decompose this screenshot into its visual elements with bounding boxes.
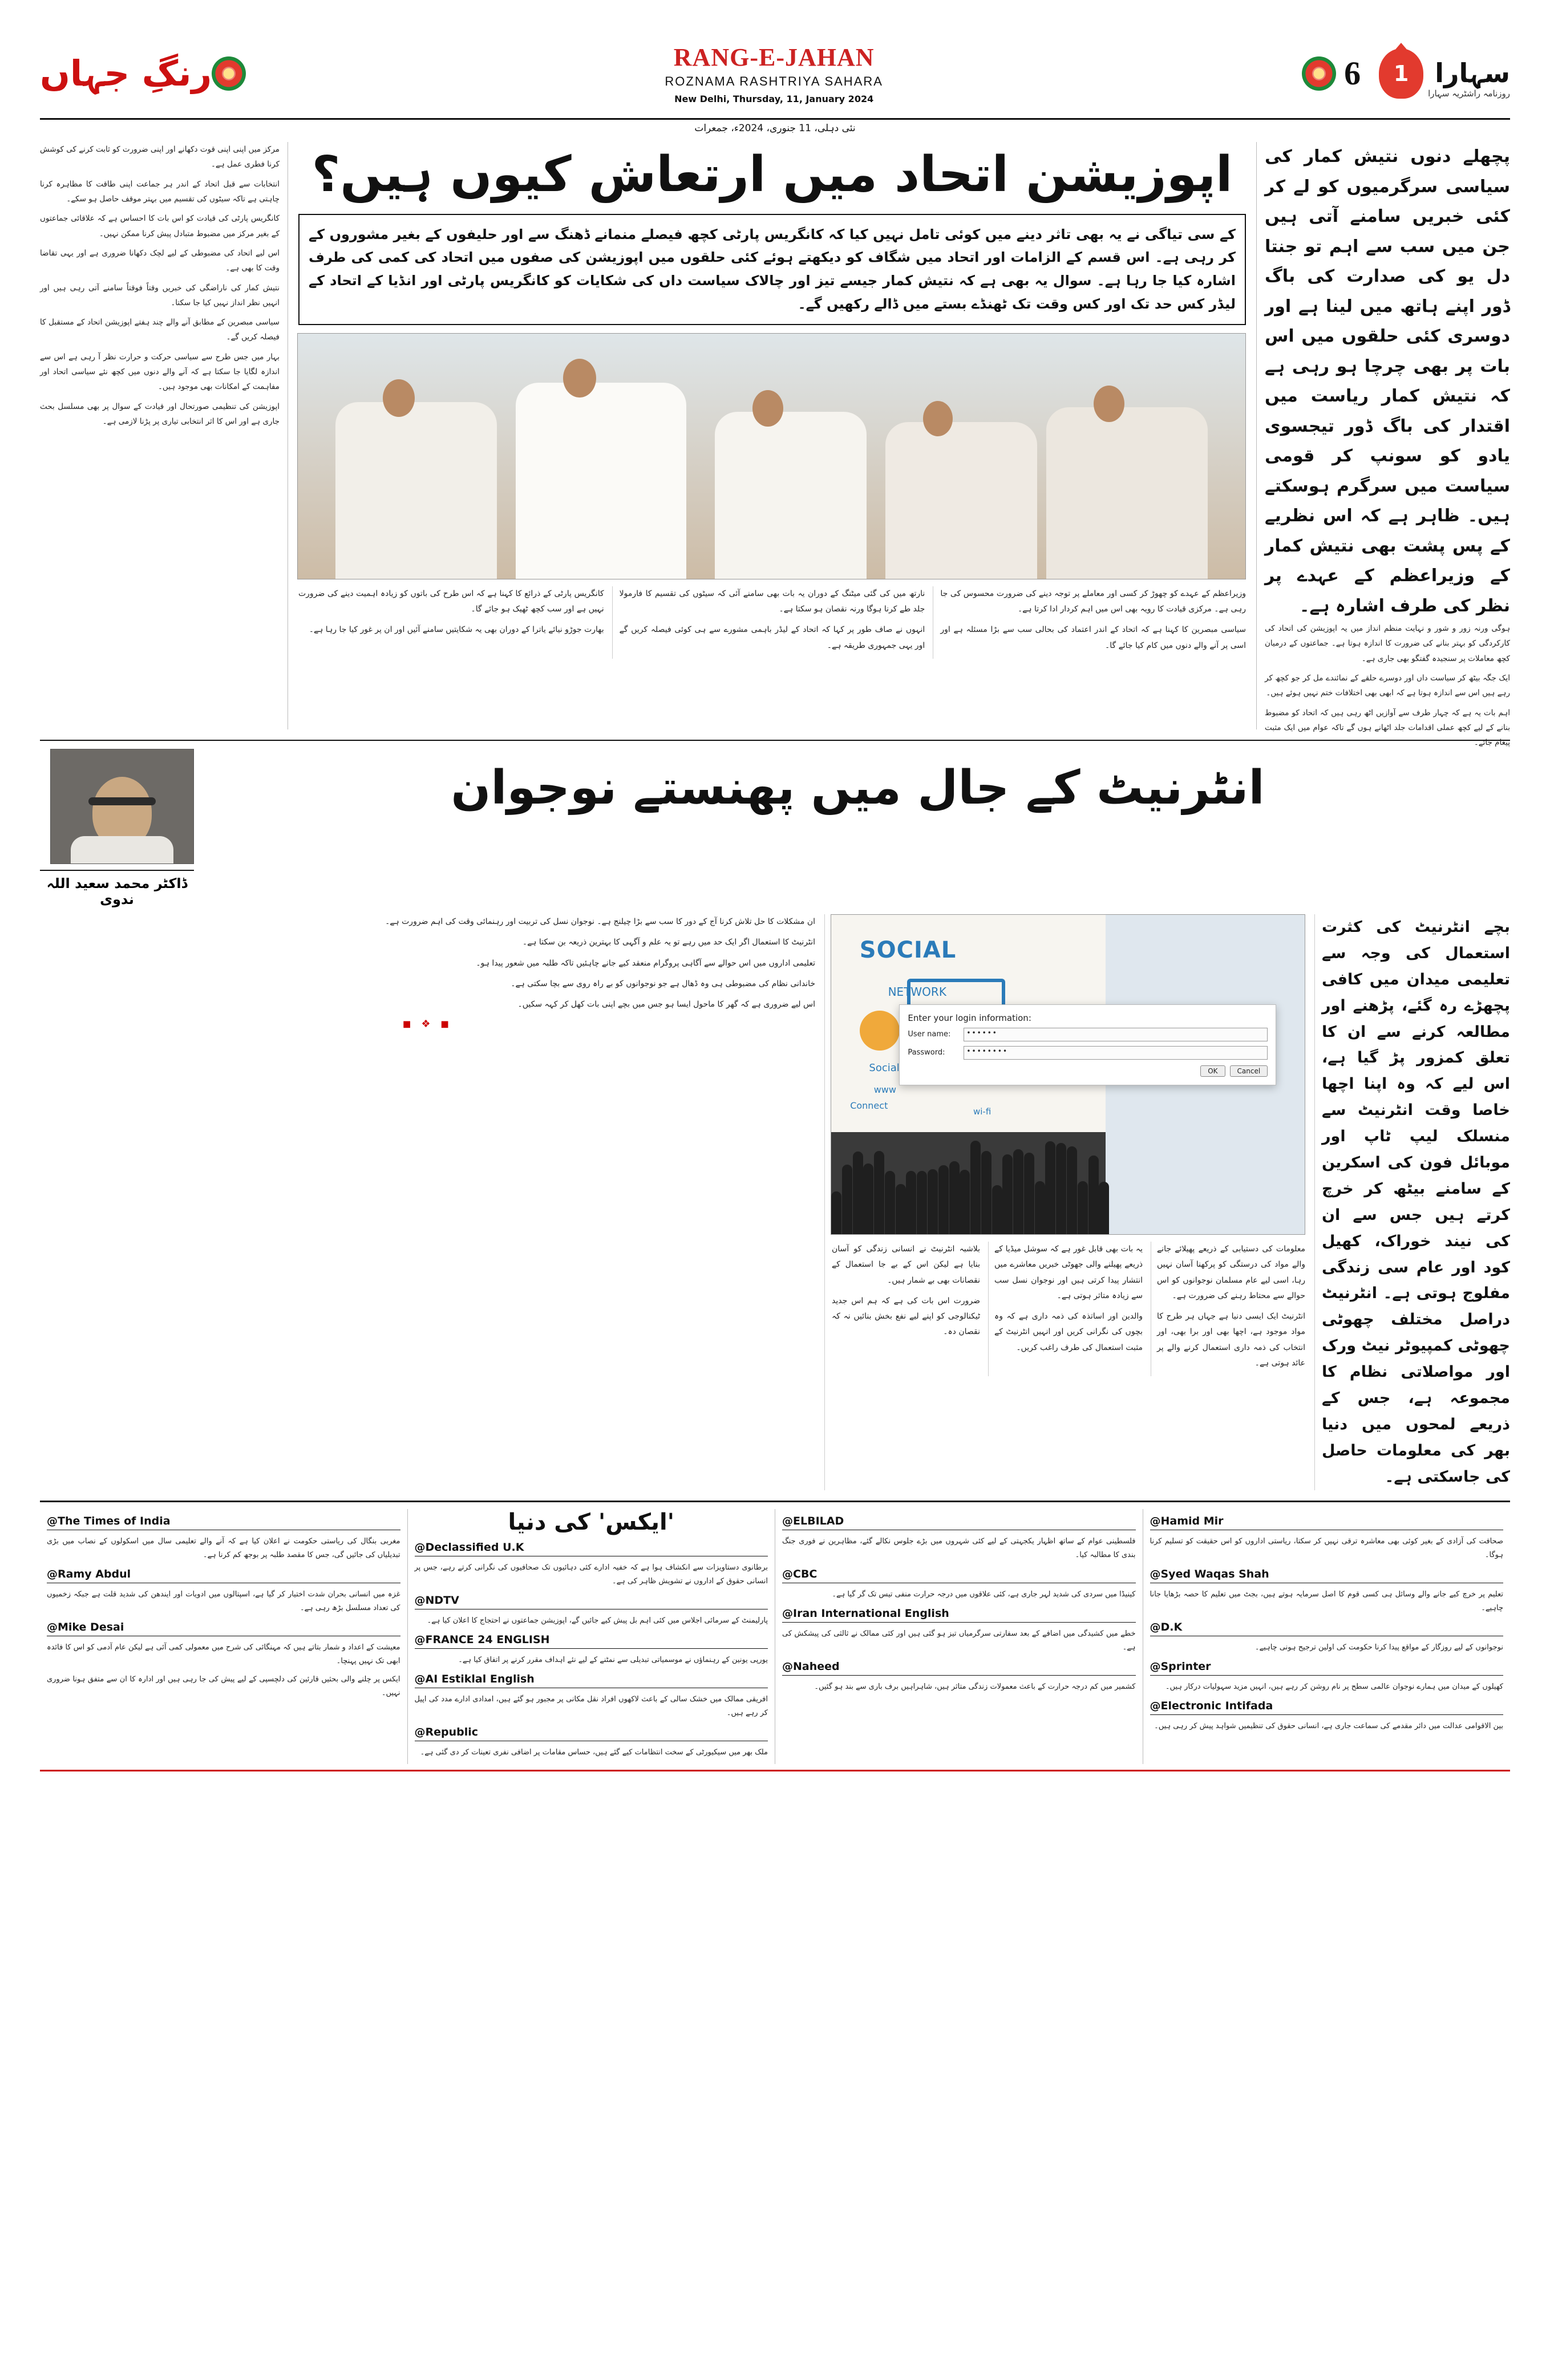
x-handle[interactable]: @Mike Desai <box>47 1621 400 1636</box>
page-number: 6 <box>1344 55 1361 92</box>
paragraph: ان مشکلات کا حل تلاش کرنا آج کے دور کا سب سے بڑا چیلنج ہے۔ نوجوان نسل کی تربیت اور رہنمائی وقت کی اہم ضرورت ہے۔ <box>385 917 815 926</box>
paragraph: ہوگی ورنہ زور و شور و نہایت منظم انداز میں یہ اپوزیشن کی اتحاد کی کارکردگی کو بہتر بنانے کی ضرورت کا اندازہ ہوتا ہے۔ جماعتوں کے درمیان کچھ معاملات پر سنجیدہ گفتگو بھی جاری ہے۔ <box>1265 624 1510 663</box>
photo-figure <box>516 383 686 579</box>
username-label: User name: <box>908 1030 951 1039</box>
x-post-text: تعلیم پر خرچ کیے جانے والے وسائل ہی کسی قوم کا اصل سرمایہ ہوتے ہیں، بجٹ میں تعلیم کا حصہ بڑھایا جانا چاہیے۔ <box>1150 1590 1503 1612</box>
x-handle[interactable]: @Hamid Mir <box>1150 1515 1504 1530</box>
second-story-pullquote-col <box>1314 914 1510 1490</box>
x-post-text: خطے میں کشیدگی میں اضافے کے بعد سفارتی سرگرمیاں تیز ہو گئی ہیں اور کئی ممالک نے ثالثی کی پیشکش کی ہے۔ <box>782 1629 1136 1652</box>
paragraph: بہار میں جس طرح سے سیاسی حرکت و حرارت نظر آ رہی ہے اس سے اندازہ لگایا جا سکتا ہے کہ آنے والے دنوں میں کچھ نئے سیاسی اتحاد اور مفاہمت کے امکانات بھی موجود ہیں۔ <box>40 352 280 392</box>
paragraph: کانگریس پارٹی کے ذرائع کا کہنا ہے کہ اس طرح کی باتوں کو زیادہ اہمیت دینے کی ضرورت نہیں ہے اور سب کچھ ٹھیک ہو جائے گا۔ <box>298 589 604 614</box>
x-post-text: پارلیمنٹ کے سرمائی اجلاس میں کئی اہم بل پیش کیے جائیں گے، اپوزیشن جماعتوں نے احتجاج کا اعلان کیا ہے۔ <box>427 1616 768 1625</box>
author-name: ڈاکٹر محمد سعید اللہ ندوی <box>40 870 194 907</box>
x-handle[interactable]: @The Times of India <box>47 1515 400 1530</box>
photo-figure <box>715 412 867 578</box>
illustration-word-connect: Connect <box>850 1100 888 1111</box>
photo-figure <box>885 422 1037 579</box>
x-handle[interactable]: @CBC <box>782 1568 1136 1583</box>
x-post-text: فلسطینی عوام کے ساتھ اظہار یکجہتی کے لیے کئی شہروں میں بڑے جلوس نکالے گئے، مظاہرین نے فوری جنگ بندی کا مطالبہ کیا۔ <box>782 1536 1136 1559</box>
illustration-word-www: www <box>873 1084 896 1095</box>
x-handle[interactable]: @AI Estiklal English <box>415 1673 768 1688</box>
x-post-text: بین الاقوامی عدالت میں دائر مقدمے کی سماعت جاری ہے، انسانی حقوق کی تنظیمیں شواہد پیش کر رہی ہیں۔ <box>1154 1721 1503 1730</box>
top-story <box>40 142 1510 748</box>
sahara-wordmark: سہارا <box>1435 57 1510 88</box>
login-prompt: Enter your login information: <box>908 1012 1031 1023</box>
second-story-body <box>40 914 1510 1490</box>
paragraph: انٹرنیٹ کا استعمال اگر ایک حد میں رہے تو یہ علم و آگہی کا بہترین ذریعہ بن سکتا ہے۔ <box>522 938 815 947</box>
paragraph: سیاسی مبصرین کے مطابق آنے والے چند ہفتے اپوزیشن اتحاد کے مستقبل کا فیصلہ کریں گے۔ <box>40 318 280 342</box>
paragraph: تعلیمی اداروں میں اس حوالے سے آگاہی پروگرام منعقد کیے جانے چاہئیں تاکہ طلبہ میں شعور پیدا ہو۔ <box>476 958 815 968</box>
paragraph: بھارت جوڑو نیائے یاترا کے دوران بھی یہ شکایتیں سامنے آئیں اور ان پر غور کیا جا رہا ہے۔ <box>309 625 604 635</box>
x-handle[interactable]: @Electronic Intifada <box>1150 1700 1504 1715</box>
x-section <box>40 1501 1510 1771</box>
top-story-main <box>298 142 1246 729</box>
x-handle[interactable]: @FRANCE 24 ENGLISH <box>415 1633 768 1649</box>
second-story-under-figure <box>832 1242 1305 1376</box>
paper-logo-urdu: رنگِ جہاں <box>40 52 212 94</box>
paragraph: والدین اور اساتذہ کی ذمہ داری ہے کہ وہ بچوں کی نگرانی کریں اور انہیں انٹرنیٹ کے مثبت استعمال کی طرف راغب کریں۔ <box>994 1312 1143 1352</box>
x-post-text: افریقی ممالک میں خشک سالی کے باعث لاکھوں افراد نقل مکانی پر مجبور ہو گئے ہیں، امدادی ادارے مدد کی اپیل کر رہے ہیں۔ <box>414 1694 768 1717</box>
x-post-text: کینیڈا میں سردی کی شدید لہر جاری ہے، کئی علاقوں میں درجہ حرارت منفی تیس تک گر گیا ہے۔ <box>832 1590 1136 1599</box>
x-handle[interactable]: @Syed Waqas Shah <box>1150 1568 1504 1583</box>
top-story-column-3 <box>298 586 604 659</box>
x-handle[interactable]: @Declassified U.K <box>415 1541 768 1556</box>
top-story-column-2 <box>612 586 925 659</box>
paragraph: اہم بات یہ ہے کہ چہار طرف سے آوازیں اٹھ رہی ہیں کہ اتحاد کو مضبوط بنانے کے لیے کچھ عملی اقدامات جلد اٹھانے ہوں گے تاکہ عوام میں ایک مثبت پیغام جائے۔ <box>1265 708 1510 748</box>
paragraph: نارتھ میں کی گئی میٹنگ کے دوران یہ بات بھی سامنے آئی کہ سیٹوں کی تقسیم کا فارمولا جلد طے کرنا ہوگا ورنہ نقصان ہو سکتا ہے۔ <box>619 589 925 614</box>
second-story-pullquote: بچے انٹرنیٹ کی کثرت استعمال کی وجہ سے تعلیمی میدان میں کافی پچھڑے رہ گئے، پڑھنے اور مطالعہ کرنے سے ان کا تعلق کمزور پڑ گیا ہے، اس لیے کہ وہ اپنا اچھا خاصا وقت انٹرنیٹ سے منسلک لیپ ٹاپ اور موبائل فون کی اسکرین کے سامنے بیٹھ کر خرچ کرتے ہیں جس سے ان کی نیند خوراک، کھیل کود اور عام سی زندگی مفلوج ہوتی ہے۔ انٹرنیٹ دراصل مختلف چھوٹی چھوٹی کمپیوٹر نیٹ ورک اور مواصلاتی نظام کا مجموعہ ہے، جس کے ذریعے لمحوں میں دنیا بھر کی معلومات حاصل کی جاسکتی ہے۔ <box>1322 918 1510 1486</box>
masthead-rosette-left <box>1302 56 1336 91</box>
paragraph: ضرورت اس بات کی ہے کہ ہم اس جدید ٹیکنالوجی کو اپنے لیے نفع بخش بنائیں نہ کہ نقصان دہ۔ <box>832 1296 980 1337</box>
x-column-3 <box>775 1509 1143 1764</box>
rosette-icon <box>1302 56 1336 91</box>
brain-icon <box>860 1011 900 1051</box>
top-story-columns <box>298 586 1246 659</box>
x-column-4 <box>1143 1509 1511 1764</box>
x-post-text: برطانوی دستاویزات سے انکشاف ہوا ہے کہ خفیہ ادارے کئی دہائیوں تک صحافیوں کی نگرانی کرتے رہے، جس پر انسانی حقوق کے اداروں نے تشویش ظاہر کی ہے۔ <box>414 1563 768 1586</box>
second-story <box>40 749 1510 1490</box>
illustration-word-wifi: wi-fi <box>973 1106 991 1117</box>
x-column-title <box>407 1509 775 1764</box>
illustration-word-social: Social <box>869 1061 900 1074</box>
top-story-sidebar-bold: پچھلے دنوں نتیش کمار کی سیاسی سرگرمیوں کو لے کر کئی خبریں سامنے آتی ہیں جن میں سب سے اہم تو جنتا دل یو کی صدارت کی باگ ڈور اپنے ہاتھ میں لینا ہے اور دوسری کئی حلقوں میں اس بات پر بھی چرچا ہو رہی ہے کہ نتیش کمار ریاست میں اقتدار کی باگ ڈور تیجسوی یادو کو سونپ کر قومی سیاست میں سرگرم ہوسکتے ہیں۔ ظاہر ہے کہ اس نظریے کے پس پشت بھی نتیش کمار کے وزیراعظم کے عہدے پر نظر کی طرف اشارہ ہے۔ <box>1265 147 1510 616</box>
top-story-sidebar-body <box>1265 621 1510 751</box>
paragraph: ایک جگہ بیٹھ کر سیاست داں اور دوسرے حلقے کے نمائندے مل کر جو کچھ کر رہے ہیں اس سے اندازہ ہوتا ہے کہ ابھی بھی اختلافات ختم نہیں ہوئے ہیں۔ <box>1265 673 1510 698</box>
masthead-rosette-right <box>212 56 246 91</box>
second-story-headline: انٹرنیٹ کے جال میں پھنستے نوجوان <box>451 761 1265 815</box>
sahara-subtitle: روزنامہ راشٹریہ سہارا <box>1428 88 1510 99</box>
top-story-headline: اپوزیشن اتحاد میں ارتعاش کیوں ہیں؟ <box>311 146 1233 203</box>
paragraph: انہوں نے صاف طور پر کہا کہ اتحاد کے لیڈر باہمی مشورے سے ہی کوئی فیصلہ کریں گے اور یہی جمہوری طریقہ ہے۔ <box>619 625 925 650</box>
paragraph: خاندانی نظام کی مضبوطی ہی وہ ڈھال ہے جو نوجوانوں کو بے راہ روی سے بچا سکتی ہے۔ <box>511 979 815 988</box>
password-input[interactable]: •••••••• <box>964 1046 1268 1060</box>
x-post-text: کھیلوں کے میدان میں ہمارے نوجوان عالمی سطح پر نام روشن کر رہے ہیں، انہیں مزید سہولیات درکار ہیں۔ <box>1165 1682 1503 1691</box>
x-section-title: 'ایکس' کی دنیا <box>508 1509 674 1535</box>
footer-rule <box>40 1770 1510 1771</box>
x-handle[interactable]: @D.K <box>1150 1621 1504 1636</box>
paragraph: نتیش کمار کی ناراضگی کی خبریں وقتاً فوقتاً سامنے آتی رہی ہیں اور انہیں نظر انداز نہیں کیا جا سکتا۔ <box>40 283 280 307</box>
photo-figure <box>1046 407 1207 579</box>
paragraph: معلومات کی دستیابی کے ذریعے پھیلائے جانے والے مواد کی درستگی کو پرکھنا آسان نہیں رہا، اسی لیے عام مسلمان نوجوانوں کو اس حوالے سے محتاط رہنے کی ضرورت ہے۔ <box>1157 1244 1305 1300</box>
x-post-text: ملک بھر میں سیکیورٹی کے سخت انتظامات کیے گئے ہیں، حساس مقامات پر اضافی نفری تعینات کر دی گئی ہے۔ <box>420 1748 768 1757</box>
x-column-footer: ایکس پر چلنے والی بحثیں قارئین کی دلچسپی کے لیے پیش کی جا رہی ہیں اور ادارہ کا ان سے متفق ہونا ضروری نہیں۔ <box>47 1674 400 1697</box>
author-photo <box>50 749 194 864</box>
masthead-left <box>1336 48 1510 99</box>
x-post-text: غزہ میں انسانی بحران شدت اختیار کر گیا ہے، اسپتالوں میں ادویات اور ایندھن کی شدید قلت ہے جبکہ زخمیوں کی تعداد مسلسل بڑھ رہی ہے۔ <box>47 1590 400 1612</box>
sahara-logo <box>1379 48 1510 99</box>
paragraph: انتخابات سے قبل اتحاد کے اندر ہر جماعت اپنی طاقت کا مظاہرہ کرنا چاہتی ہے تاکہ سیٹوں کی تقسیم میں بہتر موقف حاصل ہو سکے۔ <box>40 179 280 204</box>
x-post-text: کشمیر میں کم درجہ حرارت کے باعث معمولات زندگی متاثر ہیں، شاہراہیں برف باری سے بند ہو گئیں۔ <box>814 1682 1136 1691</box>
x-handle[interactable]: @Sprinter <box>1150 1660 1504 1676</box>
paragraph: بلاشبہ انٹرنیٹ نے انسانی زندگی کو آسان بنایا ہے لیکن اس کے بے جا استعمال کے نقصانات بھی بے شمار ہیں۔ <box>832 1244 980 1285</box>
password-label: Password: <box>908 1048 945 1057</box>
paper-title-en: RANG-E-JAHAN <box>673 43 875 71</box>
sahara-badge-icon: 1 <box>1379 48 1423 99</box>
masthead-right <box>40 52 212 94</box>
cancel-button[interactable]: Cancel <box>1230 1065 1268 1077</box>
top-story-side-bold <box>1256 142 1510 748</box>
x-post-text: صحافت کی آزادی کے بغیر کوئی بھی معاشرہ ترقی نہیں کر سکتا، ریاستی اداروں کو اس حقیقت کو تسلیم کرنا ہوگا۔ <box>1150 1536 1503 1559</box>
illustration-title: SOCIAL <box>859 937 957 964</box>
issue-dateline: نئی دہلی، 11 جنوری، 2024ء، جمعرات <box>694 123 856 134</box>
x-column-1 <box>40 1509 407 1764</box>
x-post-text: یورپی یونین کے رہنماؤں نے موسمیاتی تبدیلی سے نمٹنے کے لیے نئے اہداف مقرر کرنے پر اتفاق کیا ہے۔ <box>458 1655 768 1664</box>
x-handle[interactable]: @Iran International English <box>782 1607 1136 1623</box>
top-story-column-1 <box>933 586 1246 659</box>
ok-button[interactable]: OK <box>1200 1065 1225 1077</box>
paragraph: انٹرنیٹ ایک ایسی دنیا ہے جہاں ہر طرح کا مواد موجود ہے، اچھا بھی اور برا بھی، اور انتخاب کی ذمہ داری استعمال کرنے والے پر عائد ہوتی ہے۔ <box>1157 1312 1305 1368</box>
x-handle[interactable]: @Ramy Abdul <box>47 1568 400 1583</box>
photo-figure <box>335 402 496 579</box>
masthead-center <box>246 43 1302 104</box>
paragraph: کانگریس پارٹی کی قیادت کو اس بات کا احساس ہے کہ علاقائی جماعتوں کے بغیر مرکز میں مضبوط متبادل پیش کرنا ممکن نہیں۔ <box>40 214 280 238</box>
illustration-subtitle: NETWORK <box>888 985 946 999</box>
x-post-text: مغربی بنگال کی ریاستی حکومت نے اعلان کیا ہے کہ آنے والے تعلیمی سال میں اسکولوں کے نصاب میں بڑی تبدیلیاں کی جائیں گی، جس کا مقصد طلبہ پر بوجھ کم کرنا ہے۔ <box>47 1536 400 1559</box>
paper-subtitle-en: ROZNAMA RASHTRIYA SAHARA <box>665 74 883 88</box>
second-story-left-col <box>40 914 815 1490</box>
login-dialog[interactable] <box>899 1004 1276 1085</box>
author-block <box>40 749 194 907</box>
paragraph: اس لیے اتحاد کی مضبوطی کے لیے لچک دکھانا ضروری ہے اور یہی تقاضا وقت کا بھی ہے۔ <box>40 248 280 273</box>
paragraph: اپوزیشن کی تنظیمی صورتحال اور قیادت کے سوال پر بھی مسلسل بحث جاری ہے اور اس کا اثر انتخابی تیاری پر پڑنا لازمی ہے۔ <box>40 402 280 426</box>
x-handle[interactable]: @Naheed <box>782 1660 1136 1676</box>
top-story-left-column <box>40 142 288 729</box>
x-handle[interactable]: @NDTV <box>415 1594 768 1609</box>
x-post-text: معیشت کے اعداد و شمار بتاتے ہیں کہ مہنگائی کی شرح میں معمولی کمی آئی ہے لیکن عام آدمی کو اس کا فائدہ ابھی تک نہیں پہنچا۔ <box>47 1643 400 1665</box>
masthead <box>40 34 1510 120</box>
x-post-text: نوجوانوں کے لیے روزگار کے مواقع پیدا کرنا حکومت کی اولین ترجیح ہونی چاہیے۔ <box>1254 1643 1503 1652</box>
rosette-icon <box>212 56 246 91</box>
crowd-silhouette <box>831 1132 1106 1234</box>
second-story-figure-col <box>824 914 1305 1490</box>
top-story-kicker: کے سی تیاگی نے یہ بھی تاثر دینے میں کوئی تامل نہیں کیا کہ کانگریس پارٹی کچھ فیصلے منمانے ڈھنگ سے اور حلیفوں کے بغیر مشوروں کے کر رہی ہے۔ اس قسم کے الزامات اور اتحاد میں شگاف کو دیکھتے ہوئے کئی حلقوں میں اپوزیشن کی صفوں میں اتحاد کی کمی کی طرف اشارہ کیا جا رہا ہے۔ سوال یہ بھی ہے کہ نتیش کمار جیسے تیز اور چالاک سیاست داں کی شکایات کو کانگریس پارٹی اور انڈیا کے اتحاد کے لیڈر کس حد تک اور کس وقت تک ٹھنڈے بستے میں ڈالے رکھیں گے۔ <box>298 214 1246 325</box>
end-mark: ◼ ❖ ◼ <box>402 1018 453 1031</box>
username-input[interactable]: •••••• <box>964 1028 1268 1041</box>
paragraph: سیاسی مبصرین کا کہنا ہے کہ اتحاد کے اندر اعتماد کی بحالی سب سے بڑا مسئلہ ہے اور اسی پر آنے والے دنوں میں کام کیا جائے گا۔ <box>940 625 1246 650</box>
paragraph: وزیراعظم کے عہدے کو چھوڑ کر کسی اور معاملے پر توجہ دینے کی ضرورت محسوس کی جا رہی ہے۔ مرکزی قیادت کا رویہ بھی اس میں اہم کردار ادا کرتا ہے۔ <box>940 589 1246 614</box>
internet-illustration <box>831 914 1305 1235</box>
x-handle[interactable]: @Republic <box>415 1726 768 1741</box>
second-story-header <box>40 749 1510 907</box>
top-story-photo <box>297 333 1246 579</box>
paper-dateline-en: New Delhi, Thursday, 11, January 2024 <box>674 93 874 104</box>
paragraph: مرکز میں اپنی اپنی قوت دکھانے اور اپنی ضرورت کو ثابت کرنے کی کوشش کرنا فطری عمل ہے۔ <box>40 145 280 169</box>
paragraph: اس لیے ضروری ہے کہ گھر کا ماحول ایسا ہو جس میں بچے اپنی بات کھل کر کہہ سکیں۔ <box>517 1000 815 1009</box>
x-handle[interactable]: @ELBILAD <box>782 1515 1136 1530</box>
paragraph: یہ بات بھی قابل غور ہے کہ سوشل میڈیا کے ذریعے پھیلنے والی جھوٹی خبریں معاشرے میں انتشار پیدا کرتی ہیں اور نوجوان نسل سب سے زیادہ متاثر ہوتی ہے۔ <box>994 1244 1143 1300</box>
